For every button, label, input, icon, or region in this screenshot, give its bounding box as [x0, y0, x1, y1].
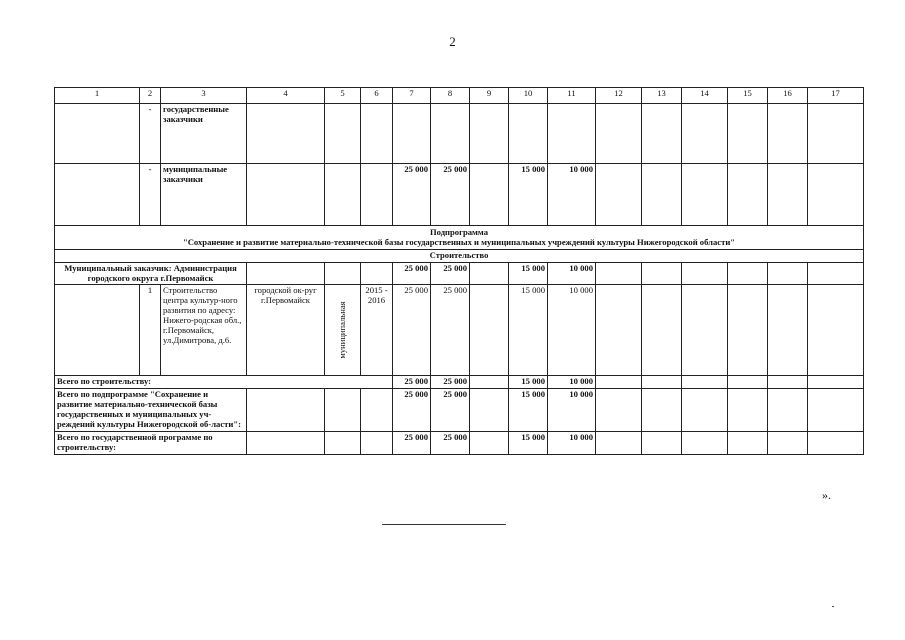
column-header: 2 [140, 88, 161, 104]
column-header: 16 [768, 88, 808, 104]
table-row-state-customers [55, 104, 864, 164]
table-row-section [55, 249, 864, 262]
page-number: 2 [449, 34, 456, 49]
row-label: муниципальные заказчики [161, 164, 247, 226]
column-header: 5 [325, 88, 361, 104]
column-header: 11 [548, 88, 596, 104]
column-header: 4 [247, 88, 325, 104]
column-header: 13 [642, 88, 682, 104]
row-label: Всего по строительству: [55, 376, 393, 389]
table-row-customer [55, 262, 864, 285]
column-header: 10 [509, 88, 548, 104]
object-ownership: муниципальная [336, 301, 347, 359]
column-header: 17 [808, 88, 864, 104]
cell-value: 10 000 [548, 262, 596, 285]
column-header: 14 [682, 88, 728, 104]
cell-value: 25 000 [393, 164, 431, 226]
table-row-object [55, 285, 864, 376]
cell-value: 10 000 [548, 164, 596, 226]
cell-value: 25 000 [393, 431, 431, 454]
cell-value: 25 000 [431, 376, 470, 389]
table-row-subprogram [55, 226, 864, 250]
cell-value: 10 000 [548, 285, 596, 376]
subprogram-name: "Сохранение и развитие материально-технической базы государственных и муниципальных учреждений культуры Нижегородской области" [182, 236, 736, 247]
column-header: 6 [361, 88, 393, 104]
column-header: 15 [728, 88, 768, 104]
closing-quote-mark: ». [822, 488, 831, 502]
subprogram-title: Подпрограмма [429, 227, 489, 237]
cell-value: 15 000 [509, 431, 548, 454]
cell-value: 25 000 [393, 262, 431, 285]
row-label: Муниципальный заказчик: Администрация городского округа г.Первомайск [55, 262, 247, 285]
table-row-total-subprogram [55, 389, 864, 432]
column-header: 12 [596, 88, 642, 104]
section-title: Строительство [55, 249, 864, 262]
object-years: 2015 - 2016 [361, 285, 393, 376]
row-label: Всего по подпрограмме "Сохранение и развитие материально-технической базы государственных и муниципальных уч-реждений культуры Нижегородской об-ласти": [55, 389, 247, 432]
table-row-total-construction [55, 376, 864, 389]
scan-speck [832, 606, 834, 607]
cell-value: 25 000 [431, 164, 470, 226]
row-label: Всего по государственной программе по строительству: [55, 431, 247, 454]
cell-value: 25 000 [431, 431, 470, 454]
row-dash: - [140, 164, 161, 226]
investment-table [54, 87, 864, 455]
cell-value: 25 000 [393, 376, 431, 389]
table-row-municipal-customers [55, 164, 864, 226]
object-location: городской ок-руг г.Первомайск [247, 285, 325, 376]
cell-value: 10 000 [548, 431, 596, 454]
column-header: 3 [161, 88, 247, 104]
column-header: 8 [431, 88, 470, 104]
cell-value: 25 000 [431, 262, 470, 285]
cell-value: 25 000 [393, 389, 431, 432]
row-dash: - [140, 104, 161, 164]
column-number-row [55, 88, 864, 104]
cell-value: 15 000 [509, 262, 548, 285]
cell-value: 10 000 [548, 376, 596, 389]
cell-value: 25 000 [431, 285, 470, 376]
cell-value: 15 000 [509, 164, 548, 226]
column-header: 9 [470, 88, 509, 104]
cell-value: 25 000 [393, 285, 431, 376]
column-header: 1 [55, 88, 140, 104]
cell-value: 15 000 [509, 285, 548, 376]
row-label: государственные заказчики [161, 104, 247, 164]
column-header: 7 [393, 88, 431, 104]
cell-value: 25 000 [431, 389, 470, 432]
cell-value: 15 000 [509, 389, 548, 432]
cell-value: 15 000 [509, 376, 548, 389]
cell-value: 10 000 [548, 389, 596, 432]
object-name: Строительство центра культур-ного развития по адресу: Нижего-родская обл., г.Первомайск, ул.Димитрова, д.6. [161, 285, 247, 376]
table-row-total-program [55, 431, 864, 454]
object-number: 1 [140, 285, 161, 376]
separator-line [382, 524, 506, 525]
